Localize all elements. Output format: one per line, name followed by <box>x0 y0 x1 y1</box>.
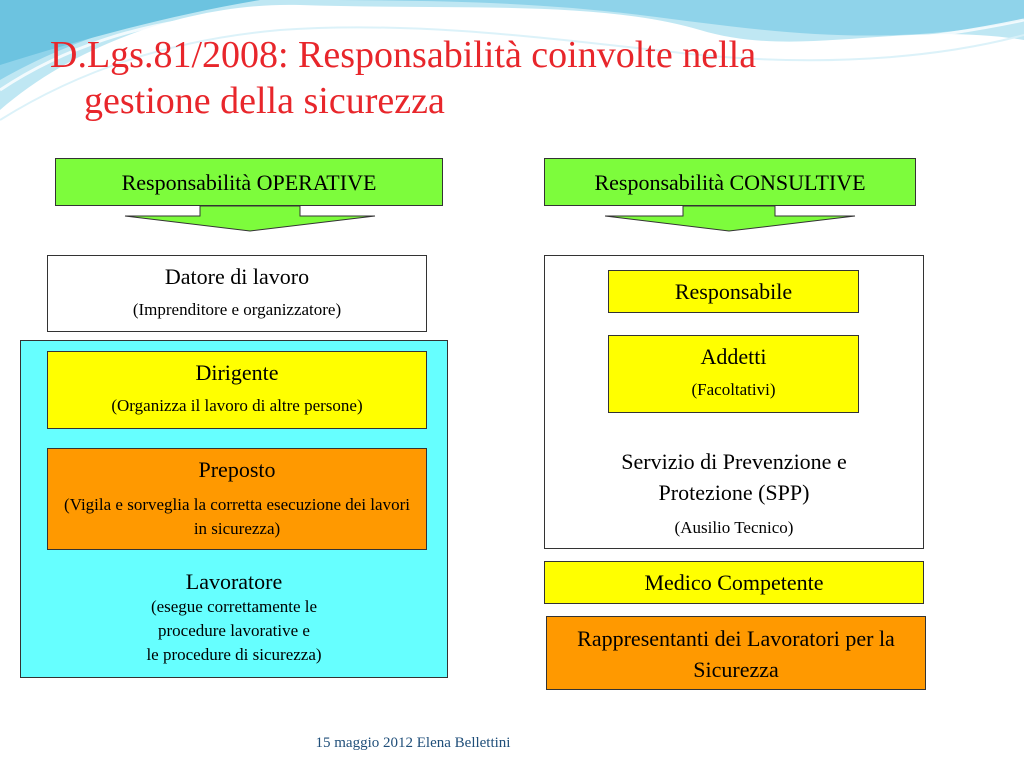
addetti-name: Addetti <box>700 344 767 369</box>
rls-label: Rappresentanti dei Lavoratori per la Sicurezza <box>577 626 895 682</box>
lavoratore-desc-line3: le procedure di sicurezza) <box>146 645 322 664</box>
addetti-box <box>608 335 859 413</box>
dirigente-box <box>47 351 427 429</box>
slide-title-line2: gestione della sicurezza <box>84 80 445 122</box>
addetti-desc: (Facoltativi) <box>691 380 776 399</box>
slide-title <box>50 32 950 124</box>
responsabile-label: Responsabile <box>674 279 793 304</box>
dirigente-desc: (Organizza il lavoro di altre persone) <box>111 396 363 415</box>
lavoratore-name: Lavoratore <box>185 569 283 594</box>
medico-label: Medico Competente <box>644 570 824 595</box>
preposto-box <box>47 448 427 550</box>
spp-block <box>545 446 923 538</box>
preposto-desc: (Vigila e sorveglia la corretta esecuzione dei lavori in sicurezza) <box>64 495 410 538</box>
datore-name: Datore di lavoro <box>164 264 310 289</box>
lavoratore-desc-line2: procedure lavorative e <box>158 621 310 640</box>
spp-desc: (Ausilio Tecnico) <box>674 518 794 537</box>
medico-box <box>544 561 924 604</box>
operative-arrow-icon <box>110 206 390 232</box>
consultive-header: Responsabilità CONSULTIVE <box>544 158 916 206</box>
spp-name: Servizio di Prevenzione e Protezione (SPP) <box>621 449 847 505</box>
responsabile-box <box>608 270 859 313</box>
operative-header: Responsabilità OPERATIVE <box>55 158 443 206</box>
dirigente-name: Dirigente <box>195 360 279 385</box>
lavoratore-desc-line1: (esegue correttamente le <box>150 597 318 616</box>
rls-box <box>546 616 926 690</box>
lavoratore-block <box>21 569 447 667</box>
datore-box <box>47 255 427 332</box>
slide-title-line1: D.Lgs.81/2008: Responsabilità coinvolte nella <box>50 34 757 76</box>
consultive-arrow-icon <box>605 206 885 232</box>
slide-footer: 15 maggio 2012 Elena Bellettini <box>315 735 511 751</box>
datore-desc: (Imprenditore e organizzatore) <box>132 300 342 319</box>
preposto-name: Preposto <box>198 457 276 482</box>
